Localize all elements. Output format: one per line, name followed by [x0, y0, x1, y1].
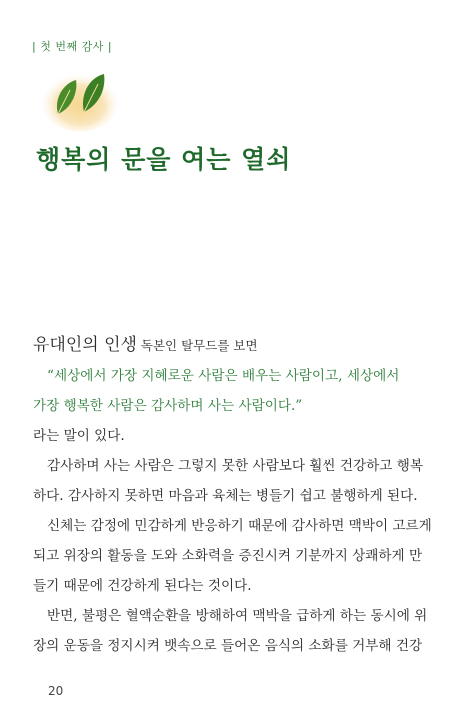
text-line: 하다. 감사하지 못하면 마음과 육체는 병들기 쉽고 불행하게 된다.	[33, 488, 418, 504]
text-line: 라는 말이 있다.	[33, 428, 125, 444]
text-line: 신체는 감정에 민감하게 반응하기 때문에 감사하면 맥박이 고르게	[47, 518, 432, 534]
chapter-title: 행복의 문을 여는 열쇠	[36, 145, 292, 174]
lead-rest: 독본인 탈무드를 보면	[136, 338, 258, 353]
text-line: 반면, 불평은 혈액순환을 방해하여 맥박을 급하게 하는 동시에 위	[47, 608, 428, 624]
quote-line: “세상에서 가장 지혜로운 사람은 배우는 사람이고, 세상에서	[47, 368, 400, 384]
text-line: 감사하며 사는 사람은 그렇지 못한 사람보다 훨씬 건강하고 행복	[47, 458, 423, 474]
body-text	[33, 330, 445, 661]
lead-title: 유대인의 인생	[33, 335, 137, 355]
two-leaves-icon	[40, 62, 120, 136]
text-line: 들기 때문에 건강하게 된다는 것이다.	[33, 578, 252, 594]
section-label: | 첫 번째 감사 |	[32, 40, 113, 53]
text-line: 되고 위장의 활동을 도와 소화력을 증진시켜 기분까지 상쾌하게 만	[33, 548, 423, 564]
text-line: 장의 운동을 정지시켜 뱃속으로 들어온 음식의 소화를 거부해 건강	[33, 638, 423, 654]
lead-line	[33, 330, 445, 361]
quote-line: 가장 행복한 사람은 감사하며 사는 사람이다.”	[33, 398, 303, 414]
page-number: 20	[48, 684, 64, 698]
